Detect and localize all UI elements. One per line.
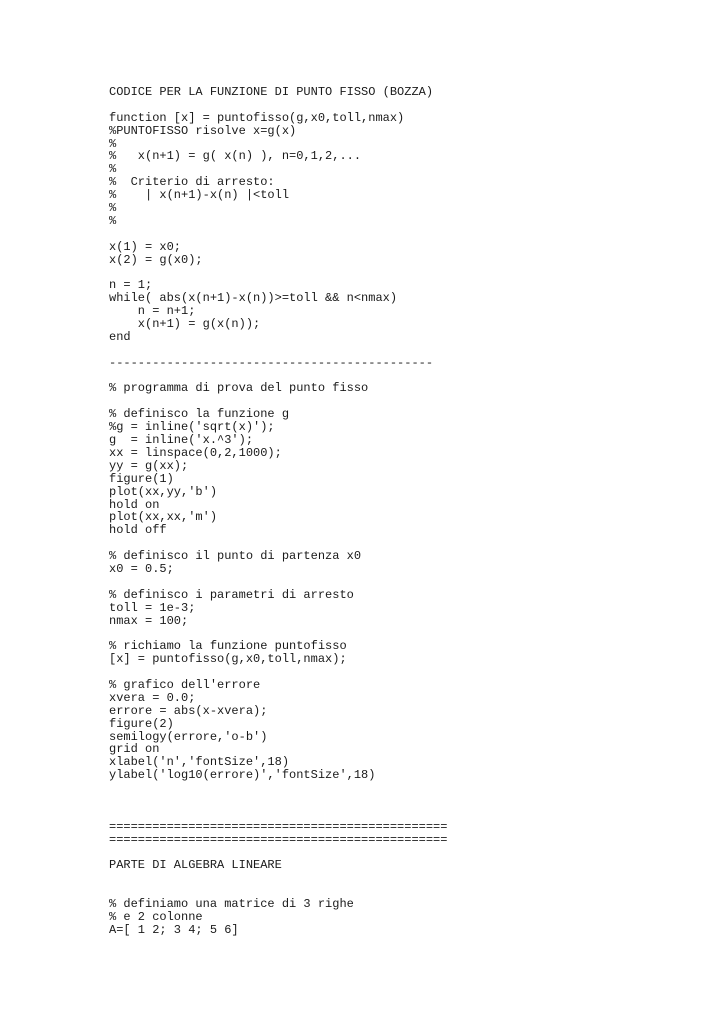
code-line: A=[ 1 2; 3 4; 5 6] (109, 922, 239, 937)
code-line: % (109, 201, 117, 216)
code-line: yy = g(xx); (109, 458, 189, 473)
code-line (109, 795, 447, 808)
code-line: x0 = 0.5; (109, 561, 174, 576)
code-line: semilogy(errore,'o-b') (109, 729, 268, 744)
code-line (109, 99, 447, 112)
code-line: %g = inline('sqrt(x)'); (109, 420, 275, 435)
code-line: % definisco i parametri di arresto (109, 587, 354, 602)
code-line: hold off (109, 523, 167, 538)
code-line: % e 2 colonne (109, 910, 203, 924)
code-line: % (109, 136, 117, 151)
code-line: ylabel('log10(errore)','fontSize',18) (109, 768, 376, 783)
code-line: % definisco il punto di partenza x0 (109, 549, 362, 564)
separator-equals: =============================================== (109, 819, 448, 834)
code-line: % (109, 213, 117, 228)
code-line: nmax = 100; (109, 613, 189, 628)
code-line: [x] = puntofisso(g,x0,toll,nmax); (109, 652, 347, 667)
code-line: figure(1) (109, 471, 174, 486)
heading-algebra: PARTE DI ALGEBRA LINEARE (109, 858, 282, 873)
separator-dashes: --------------------------------------------- (109, 355, 434, 370)
code-line: x(2) = g(x0); (109, 252, 203, 267)
code-line: grid on (109, 742, 160, 757)
code-line: figure(2) (109, 716, 174, 731)
code-line: g = inline('x.^3'); (109, 433, 254, 448)
code-line: % grafico dell'errore (109, 677, 261, 692)
code-line: while( abs(x(n+1)-x(n))>=toll && n<nmax) (109, 291, 398, 306)
code-line: toll = 1e-3; (109, 600, 196, 615)
code-line: % richiamo la funzione puntofisso (109, 639, 347, 654)
code-line: xlabel('n','fontSize',18) (109, 755, 290, 770)
code-line: % programma di prova del punto fisso (109, 381, 369, 396)
code-line: n = n+1; (109, 304, 196, 319)
code-line: xvera = 0.0; (109, 690, 196, 705)
code-line: % definiamo una matrice di 3 righe (109, 897, 354, 912)
code-line (109, 576, 447, 589)
code-listing (109, 86, 447, 937)
code-line: % (109, 162, 117, 177)
code-line: %PUNTOFISSO risolve x=g(x) (109, 123, 297, 138)
code-line: hold on (109, 497, 160, 512)
code-line: plot(xx,xx,'m') (109, 510, 218, 525)
code-line: end (109, 329, 131, 344)
code-line (109, 344, 447, 357)
code-line: % x(n+1) = g( x(n) ), n=0,1,2,... (109, 149, 362, 164)
separator-equals: =============================================== (109, 832, 448, 847)
code-line: x(n+1) = g(x(n)); (109, 317, 261, 332)
code-line: xx = linspace(0,2,1000); (109, 445, 282, 460)
code-line (109, 266, 447, 279)
code-line (109, 808, 447, 821)
code-line: n = 1; (109, 278, 153, 293)
code-line: % definisco la funzione g (109, 407, 290, 422)
code-line: x(1) = x0; (109, 239, 182, 254)
code-line: % Criterio di arresto: (109, 175, 275, 190)
code-line (109, 872, 447, 885)
code-line (109, 782, 447, 795)
code-line: errore = abs(x-xvera); (109, 703, 268, 718)
code-line: % | x(n+1)-x(n) |<toll (109, 188, 290, 203)
code-line: plot(xx,yy,'b') (109, 484, 218, 499)
code-line: function [x] = puntofisso(g,x0,toll,nmax) (109, 110, 405, 125)
heading-codice: CODICE PER LA FUNZIONE DI PUNTO FISSO (BOZZA) (109, 85, 434, 99)
code-line (109, 228, 447, 241)
